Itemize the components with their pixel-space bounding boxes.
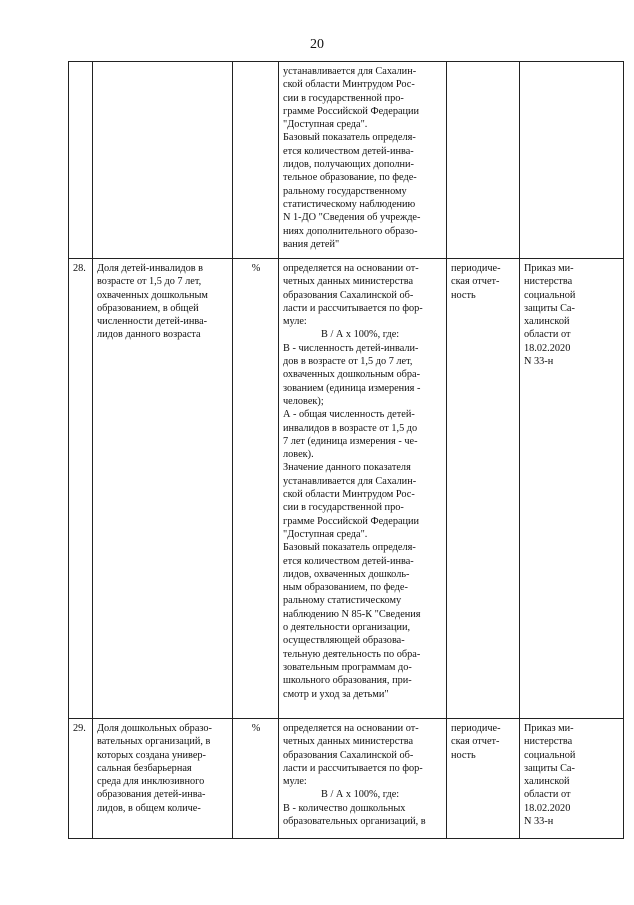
indicator-name-cell: [93, 259, 233, 719]
method-line: тельное образование, по феде-: [283, 172, 417, 184]
method-line: 7 лет (единица измерения - че-: [283, 435, 418, 447]
method-cell: [279, 62, 447, 259]
method-line: определяется на основании от-: [283, 263, 419, 274]
name-cell: [93, 62, 233, 259]
name-line: вательных организаций, в: [97, 736, 211, 748]
method-line: Значение данного показателя: [283, 462, 411, 474]
period-cell: [447, 259, 520, 719]
method-line: определяется на основании от-: [283, 723, 419, 734]
method-line: муле:: [283, 776, 307, 788]
method-line: устанавливается для Сахалин-: [283, 66, 417, 77]
method-line: N 1-ДО "Сведения об учрежде-: [283, 212, 421, 224]
document-line: N 33-н: [524, 356, 554, 368]
method-line: ласти и рассчитывается по фор-: [283, 762, 423, 774]
document-line: нистерства: [524, 276, 573, 288]
document-cell: [520, 62, 624, 259]
document-line: Приказ ми-: [524, 723, 574, 734]
indicators-table: [68, 61, 624, 839]
method-line: тельную деятельность по обра-: [283, 648, 421, 660]
method-line: ской области Минтрудом Рос-: [283, 489, 415, 501]
method-line: лидов, охваченных дошколь-: [283, 568, 410, 580]
document-line: халинской: [524, 776, 570, 788]
method-line: Базовый показатель определя-: [283, 542, 416, 554]
method-cell: [279, 719, 447, 839]
name-line: лидов данного возраста: [97, 329, 201, 341]
method-line: ным образованием, по феде-: [283, 582, 408, 594]
page-number: 20: [310, 37, 324, 52]
formula: В / А х 100%, где:: [321, 329, 400, 341]
method-line: образования Сахалинской об-: [283, 749, 414, 761]
table-row-continued: [69, 62, 624, 259]
table-row-29: [69, 719, 624, 839]
unit-cell: %: [233, 719, 279, 839]
name-line: возрасте от 1,5 до 7 лет,: [97, 276, 202, 288]
document-line: 18.02.2020: [524, 802, 571, 814]
name-line: сальная безбарьерная: [97, 762, 192, 774]
document-line: социальной: [524, 289, 576, 301]
method-line: ловек).: [283, 449, 314, 461]
method-line: зованием (единица измерения -: [283, 382, 421, 394]
method-line: четных данных министерства: [283, 276, 414, 288]
name-line: образования детей-инва-: [97, 789, 206, 801]
table-row-28: [69, 259, 624, 719]
method-line: вания детей": [283, 238, 340, 250]
name-line: охваченных дошкольным: [97, 289, 208, 301]
method-line: сии в государственной про-: [283, 92, 404, 104]
name-line: Доля детей-инвалидов в: [97, 263, 204, 274]
document-line: социальной: [524, 749, 576, 761]
method-line: человек);: [283, 395, 324, 407]
method-line: школьного образования, при-: [283, 675, 412, 687]
method-line: дов в возрасте от 1,5 до 7 лет,: [283, 356, 413, 368]
unit-cell: %: [233, 259, 279, 719]
method-line: ется количеством детей-инва-: [283, 145, 414, 157]
unit-cell: [233, 62, 279, 259]
method-line: образования Сахалинской об-: [283, 289, 414, 301]
method-line: грамме Российской Федерации: [283, 515, 420, 527]
name-line: среда для инклюзивного: [97, 776, 205, 788]
method-line: лидов, получающих дополни-: [283, 159, 414, 171]
period-line: ность: [451, 749, 476, 761]
document-line: защиты Са-: [524, 302, 575, 314]
method-line: о деятельности организации,: [283, 622, 411, 634]
method-line: инвалидов в возрасте от 1,5 до: [283, 422, 418, 434]
indicator-name-cell: [93, 719, 233, 839]
method-line: сии в государственной про-: [283, 502, 404, 514]
method-line: четных данных министерства: [283, 736, 414, 748]
method-cell: [279, 259, 447, 719]
method-line: наблюдению N 85-К "Сведения: [283, 608, 421, 620]
method-line: Базовый показатель определя-: [283, 132, 416, 144]
name-line: лидов, в общем количе-: [97, 802, 201, 814]
row-number: 29.: [69, 719, 93, 839]
formula: В / А х 100%, где:: [321, 789, 400, 801]
document-line: 18.02.2020: [524, 342, 571, 354]
number-cell: [69, 62, 93, 259]
method-line: статистическому наблюдению: [283, 198, 416, 210]
period-line: периодиче-: [451, 263, 501, 274]
method-line: В - численность детей-инвали-: [283, 342, 419, 354]
document-line: защиты Са-: [524, 762, 575, 774]
period-line: ская отчет-: [451, 736, 500, 748]
method-line: А - общая численность детей-: [283, 409, 415, 421]
document-line: нистерства: [524, 736, 573, 748]
period-line: ская отчет-: [451, 276, 500, 288]
document-cell: [520, 719, 624, 839]
method-line: ральному статистическому: [283, 595, 402, 607]
method-line: зовательным программам до-: [283, 661, 412, 673]
document-line: области от: [524, 789, 571, 801]
method-line: муле:: [283, 316, 307, 328]
method-line: В - количество дошкольных: [283, 802, 406, 814]
document-line: халинской: [524, 316, 570, 328]
method-line: ниях дополнительного образо-: [283, 225, 418, 237]
period-line: периодиче-: [451, 723, 501, 734]
name-line: Доля дошкольных образо-: [97, 723, 212, 734]
method-line: осуществляющей образова-: [283, 635, 405, 647]
method-line: ется количеством детей-инва-: [283, 555, 414, 567]
method-line: ской области Минтрудом Рос-: [283, 79, 415, 91]
method-line: образовательных организаций, в: [283, 816, 426, 828]
name-line: которых создана универ-: [97, 749, 206, 761]
method-line: устанавливается для Сахалин-: [283, 475, 417, 487]
method-line: ральному государственному: [283, 185, 407, 197]
row-number: 28.: [69, 259, 93, 719]
method-line: смотр и уход за детьми": [283, 688, 389, 700]
period-cell: [447, 719, 520, 839]
period-line: ность: [451, 289, 476, 301]
method-line: охваченных дошкольным обра-: [283, 369, 421, 381]
method-line: ласти и рассчитывается по фор-: [283, 302, 423, 314]
period-cell: [447, 62, 520, 259]
document-line: Приказ ми-: [524, 263, 574, 274]
name-line: численности детей-инва-: [97, 316, 208, 328]
method-line: "Доступная среда".: [283, 528, 368, 540]
name-line: образованием, в общей: [97, 302, 199, 314]
method-line: "Доступная среда".: [283, 119, 368, 131]
document-line: N 33-н: [524, 816, 554, 828]
document-line: области от: [524, 329, 571, 341]
method-line: грамме Российской Федерации: [283, 105, 420, 117]
document-cell: [520, 259, 624, 719]
